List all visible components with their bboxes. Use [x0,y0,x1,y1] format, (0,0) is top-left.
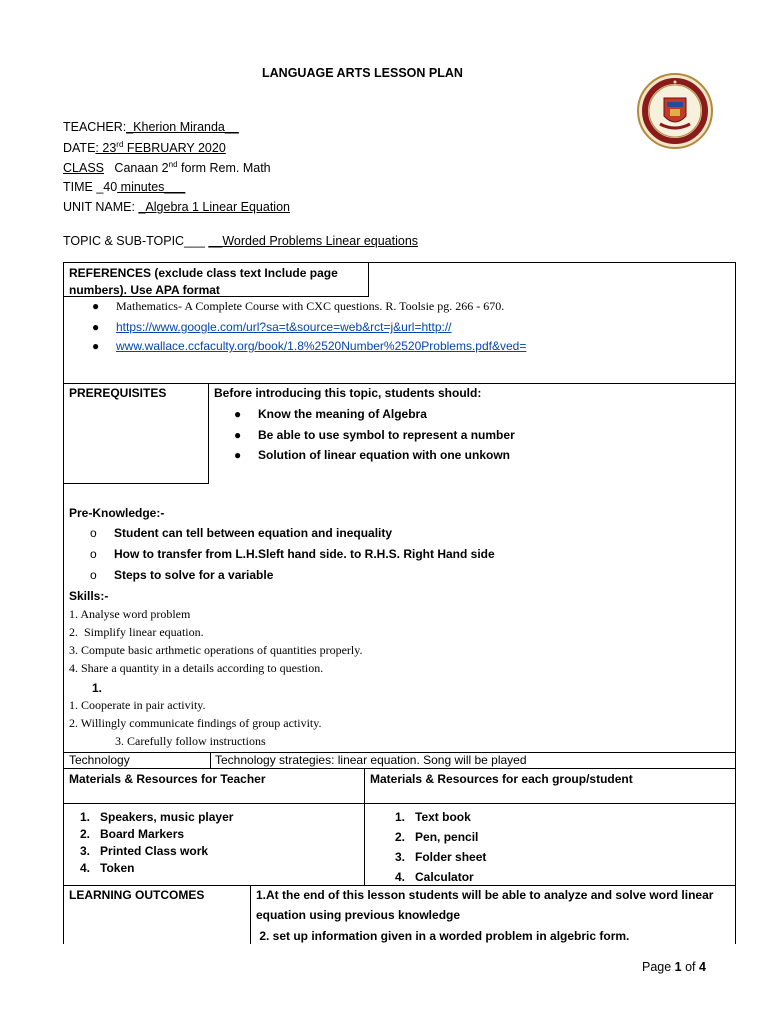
student-material-item: 3. Folder sheet [395,850,487,864]
unit-line [63,200,290,214]
student-material-item: 2. Pen, pencil [395,830,479,844]
bullet-icon: ● [92,299,100,313]
technology-value: Technology strategies: linear equation. Song will be played [215,753,527,767]
teacher-materials-heading: Materials & Resources for Teacher [69,772,266,786]
teacher-material-item: 4. Token [80,861,135,875]
references-heading-line2: numbers). Use APA format [69,283,220,297]
teacher-line [63,120,239,134]
skill-item: 3. Compute basic arthmetic operations of quantities properly. [69,643,363,657]
topic-value: __Worded Problems Linear equations [208,234,419,248]
page-number: Page 1 of 4 [642,960,706,974]
prerequisite-item: Be able to use symbol to represent a number [258,428,515,442]
skill-item: 4. Share a quantity in a details according to question. [69,661,324,675]
class-value-rest: form Rem. Math [177,161,271,176]
bullet-icon: ● [92,339,100,353]
prerequisites-intro: Before introducing this topic, students should: [214,386,482,400]
reference-item: Mathematics- A Complete Course with CXC questions. R. Toolsie pg. 266 - 670. [116,299,505,313]
student-material-item: 4. Calculator [395,870,474,884]
teacher-material-item: 2. Board Markers [80,827,185,841]
skill-sub-number: 1. [92,681,103,695]
circle-bullet-icon: o [90,568,97,582]
teacher-material-item: 1. Speakers, music player [80,810,234,824]
class-value: Canaan 2 [104,161,169,176]
circle-bullet-icon: o [90,547,97,561]
pre-knowledge-item: How to transfer from L.H.Sleft hand side. to R.H.S. Right Hand side [114,547,495,561]
attitude-item: 1. Cooperate in pair activity. [69,698,206,712]
learning-outcomes-heading: LEARNING OUTCOMES [69,888,205,902]
university-logo [636,72,714,150]
teacher-value: _Kherion Miranda__ [126,120,239,134]
class-sup: nd [168,160,178,169]
technology-label: Technology [69,753,130,767]
date-line [63,140,226,155]
pre-knowledge-heading: Pre-Knowledge:- [69,506,165,520]
page-title: LANGUAGE ARTS LESSON PLAN [262,66,463,80]
skill-item: 1. Analyse word problem [69,607,191,621]
bullet-icon: ● [234,448,242,462]
references-heading-line1: REFERENCES (exclude class text Include page [69,266,338,280]
teacher-material-item: 3. Printed Class work [80,844,209,858]
time-label: TIME _40 [63,180,118,194]
attitude-item: 3. Carefully follow instructions [115,734,266,748]
topic-label: TOPIC & SUB-TOPIC___ [63,234,209,248]
time-value: minutes___ [117,180,186,194]
skills-heading: Skills:- [69,589,109,603]
pre-knowledge-item: Student can tell between equation and inequality [114,526,393,540]
topic-line [63,234,418,248]
reference-link[interactable]: https://www.google.com/url?sa=t&source=web&rct=j&url=http:// [116,320,452,334]
prerequisite-item: Know the meaning of Algebra [258,407,427,421]
class-label: CLASS [63,161,104,176]
bullet-icon: ● [92,320,100,334]
prerequisite-item: Solution of linear equation with one unkown [258,448,510,462]
learning-outcome-line: 1.At the end of this lesson students will be able to analyze and solve word linear [256,888,714,902]
reference-link[interactable]: www.wallace.ccfaculty.org/book/1.8%2520Number%2520Problems.pdf&ved= [116,339,527,353]
prerequisites-heading: PREREQUISITES [69,386,167,400]
student-materials-heading: Materials & Resources for each group/student [370,772,633,786]
skill-item: 2. Simplify linear equation. [69,625,204,639]
bullet-icon: ● [234,407,242,421]
teacher-label: TEACHER: [63,120,127,134]
learning-outcome-line: equation using previous knowledge [256,908,461,922]
attitude-item: 2. Willingly communicate findings of group activity. [69,716,322,730]
date-value: : 23 [95,141,117,156]
date-sup: rd [116,140,124,149]
learning-outcome-line: 2. set up information given in a worded problem in algebric form. [256,929,630,943]
circle-bullet-icon: o [90,526,97,540]
student-material-item: 1. Text book [395,810,471,824]
references-heading [69,265,338,299]
pre-knowledge-item: Steps to solve for a variable [114,568,274,582]
date-label: DATE [63,141,96,156]
time-line [63,180,185,194]
unit-label: UNIT NAME: [63,200,139,214]
class-line [63,160,271,175]
bullet-icon: ● [234,428,242,442]
date-value-rest: FEBRUARY 2020 [123,141,226,156]
unit-value: _Algebra 1 Linear Equation [138,200,290,214]
